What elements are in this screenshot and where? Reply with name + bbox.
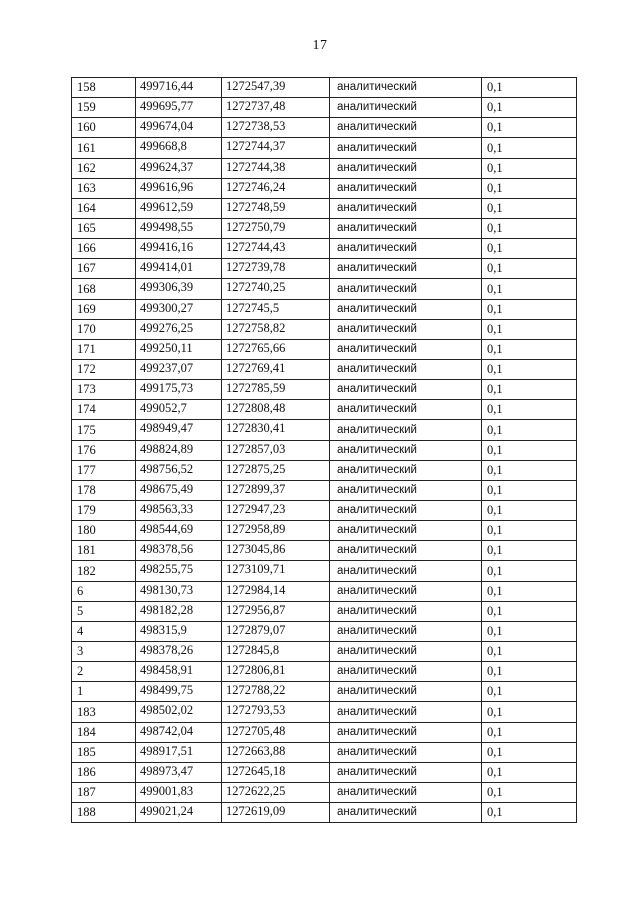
error-cell: 0,1: [482, 420, 577, 440]
table-row: [72, 621, 577, 641]
table-row: [72, 299, 577, 319]
y-coordinate-cell: 1272958,89: [222, 521, 330, 541]
error-cell: 0,1: [482, 218, 577, 238]
y-coordinate-cell: 1272744,37: [222, 138, 330, 158]
point-number-cell: 168: [72, 279, 136, 299]
method-cell: аналитический: [330, 279, 482, 299]
point-number-cell: 160: [72, 118, 136, 138]
point-number-cell: 174: [72, 400, 136, 420]
table-row: [72, 400, 577, 420]
point-number-cell: 158: [72, 78, 136, 98]
method-cell: аналитический: [330, 480, 482, 500]
x-coordinate-cell: 499300,27: [136, 299, 222, 319]
point-number-cell: 175: [72, 420, 136, 440]
error-cell: 0,1: [482, 259, 577, 279]
x-coordinate-cell: 499616,96: [136, 178, 222, 198]
error-cell: 0,1: [482, 521, 577, 541]
method-cell: аналитический: [330, 299, 482, 319]
y-coordinate-cell: 1272879,07: [222, 621, 330, 641]
y-coordinate-cell: 1272744,43: [222, 239, 330, 259]
error-cell: 0,1: [482, 78, 577, 98]
method-cell: аналитический: [330, 722, 482, 742]
table-row: [72, 480, 577, 500]
x-coordinate-cell: 498502,02: [136, 702, 222, 722]
point-number-cell: 164: [72, 198, 136, 218]
y-coordinate-cell: 1272899,37: [222, 480, 330, 500]
point-number-cell: 163: [72, 178, 136, 198]
x-coordinate-cell: 498563,33: [136, 500, 222, 520]
table-row: [72, 138, 577, 158]
method-cell: аналитический: [330, 359, 482, 379]
method-cell: аналитический: [330, 158, 482, 178]
x-coordinate-cell: 498917,51: [136, 742, 222, 762]
error-cell: 0,1: [482, 339, 577, 359]
x-coordinate-cell: 499052,7: [136, 400, 222, 420]
point-number-cell: 179: [72, 500, 136, 520]
error-cell: 0,1: [482, 662, 577, 682]
point-number-cell: 159: [72, 98, 136, 118]
method-cell: аналитический: [330, 782, 482, 802]
error-cell: 0,1: [482, 319, 577, 339]
y-coordinate-cell: 1272745,5: [222, 299, 330, 319]
point-number-cell: 3: [72, 641, 136, 661]
point-number-cell: 4: [72, 621, 136, 641]
error-cell: 0,1: [482, 803, 577, 823]
x-coordinate-cell: 499716,44: [136, 78, 222, 98]
table-row: [72, 98, 577, 118]
point-number-cell: 170: [72, 319, 136, 339]
x-coordinate-cell: 499237,07: [136, 359, 222, 379]
y-coordinate-cell: 1272645,18: [222, 762, 330, 782]
error-cell: 0,1: [482, 742, 577, 762]
method-cell: аналитический: [330, 500, 482, 520]
error-cell: 0,1: [482, 460, 577, 480]
y-coordinate-cell: 1272845,8: [222, 641, 330, 661]
table-row: [72, 460, 577, 480]
y-coordinate-cell: 1273045,86: [222, 541, 330, 561]
x-coordinate-cell: 499306,39: [136, 279, 222, 299]
table-row: [72, 521, 577, 541]
method-cell: аналитический: [330, 400, 482, 420]
table-row: [72, 500, 577, 520]
table-row: [72, 259, 577, 279]
point-number-cell: 188: [72, 803, 136, 823]
x-coordinate-cell: 498182,28: [136, 601, 222, 621]
error-cell: 0,1: [482, 782, 577, 802]
error-cell: 0,1: [482, 118, 577, 138]
x-coordinate-cell: 498675,49: [136, 480, 222, 500]
method-cell: аналитический: [330, 561, 482, 581]
x-coordinate-cell: 499001,83: [136, 782, 222, 802]
x-coordinate-cell: 498544,69: [136, 521, 222, 541]
table-row: [72, 722, 577, 742]
error-cell: 0,1: [482, 581, 577, 601]
y-coordinate-cell: 1272808,48: [222, 400, 330, 420]
y-coordinate-cell: 1272748,59: [222, 198, 330, 218]
table-row: [72, 641, 577, 661]
point-number-cell: 184: [72, 722, 136, 742]
point-number-cell: 186: [72, 762, 136, 782]
y-coordinate-cell: 1272793,53: [222, 702, 330, 722]
method-cell: аналитический: [330, 259, 482, 279]
method-cell: аналитический: [330, 138, 482, 158]
table-row: [72, 803, 577, 823]
y-coordinate-cell: 1272744,38: [222, 158, 330, 178]
y-coordinate-cell: 1272663,88: [222, 742, 330, 762]
method-cell: аналитический: [330, 742, 482, 762]
x-coordinate-cell: 499612,59: [136, 198, 222, 218]
error-cell: 0,1: [482, 98, 577, 118]
point-number-cell: 177: [72, 460, 136, 480]
error-cell: 0,1: [482, 178, 577, 198]
method-cell: аналитический: [330, 541, 482, 561]
x-coordinate-cell: 499668,8: [136, 138, 222, 158]
page-number: 17: [312, 38, 328, 53]
error-cell: 0,1: [482, 480, 577, 500]
method-cell: аналитический: [330, 521, 482, 541]
x-coordinate-cell: 499414,01: [136, 259, 222, 279]
x-coordinate-cell: 499674,04: [136, 118, 222, 138]
table-row: [72, 118, 577, 138]
error-cell: 0,1: [482, 682, 577, 702]
y-coordinate-cell: 1272984,14: [222, 581, 330, 601]
method-cell: аналитический: [330, 118, 482, 138]
table-row: [72, 78, 577, 98]
y-coordinate-cell: 1272830,41: [222, 420, 330, 440]
y-coordinate-cell: 1273109,71: [222, 561, 330, 581]
x-coordinate-cell: 498499,75: [136, 682, 222, 702]
table-row: [72, 682, 577, 702]
point-number-cell: 183: [72, 702, 136, 722]
table-row: [72, 178, 577, 198]
point-number-cell: 178: [72, 480, 136, 500]
x-coordinate-cell: 498378,26: [136, 641, 222, 661]
y-coordinate-cell: 1272947,23: [222, 500, 330, 520]
point-number-cell: 172: [72, 359, 136, 379]
table-row: [72, 541, 577, 561]
y-coordinate-cell: 1272622,25: [222, 782, 330, 802]
x-coordinate-cell: 498973,47: [136, 762, 222, 782]
point-number-cell: 5: [72, 601, 136, 621]
x-coordinate-cell: 498458,91: [136, 662, 222, 682]
y-coordinate-cell: 1272738,53: [222, 118, 330, 138]
error-cell: 0,1: [482, 279, 577, 299]
table-row: [72, 420, 577, 440]
point-number-cell: 162: [72, 158, 136, 178]
point-number-cell: 169: [72, 299, 136, 319]
x-coordinate-cell: 498315,9: [136, 621, 222, 641]
table-row: [72, 279, 577, 299]
point-number-cell: 181: [72, 541, 136, 561]
error-cell: 0,1: [482, 138, 577, 158]
method-cell: аналитический: [330, 601, 482, 621]
y-coordinate-cell: 1272740,25: [222, 279, 330, 299]
x-coordinate-cell: 498949,47: [136, 420, 222, 440]
x-coordinate-cell: 498824,89: [136, 440, 222, 460]
y-coordinate-cell: 1272875,25: [222, 460, 330, 480]
y-coordinate-cell: 1272746,24: [222, 178, 330, 198]
error-cell: 0,1: [482, 440, 577, 460]
error-cell: 0,1: [482, 762, 577, 782]
y-coordinate-cell: 1272739,78: [222, 259, 330, 279]
table-row: [72, 782, 577, 802]
point-number-cell: 180: [72, 521, 136, 541]
x-coordinate-cell: 499175,73: [136, 380, 222, 400]
error-cell: 0,1: [482, 601, 577, 621]
point-number-cell: 161: [72, 138, 136, 158]
coordinates-table-body: [72, 78, 577, 823]
x-coordinate-cell: 498378,56: [136, 541, 222, 561]
error-cell: 0,1: [482, 198, 577, 218]
y-coordinate-cell: 1272737,48: [222, 98, 330, 118]
point-number-cell: 185: [72, 742, 136, 762]
error-cell: 0,1: [482, 158, 577, 178]
method-cell: аналитический: [330, 803, 482, 823]
point-number-cell: 2: [72, 662, 136, 682]
x-coordinate-cell: 498756,52: [136, 460, 222, 480]
error-cell: 0,1: [482, 239, 577, 259]
y-coordinate-cell: 1272765,66: [222, 339, 330, 359]
x-coordinate-cell: 499021,24: [136, 803, 222, 823]
table-row: [72, 319, 577, 339]
point-number-cell: 171: [72, 339, 136, 359]
table-row: [72, 762, 577, 782]
y-coordinate-cell: 1272788,22: [222, 682, 330, 702]
table-row: [72, 359, 577, 379]
table-row: [72, 198, 577, 218]
table-row: [72, 561, 577, 581]
x-coordinate-cell: 498255,75: [136, 561, 222, 581]
method-cell: аналитический: [330, 319, 482, 339]
y-coordinate-cell: 1272619,09: [222, 803, 330, 823]
y-coordinate-cell: 1272956,87: [222, 601, 330, 621]
method-cell: аналитический: [330, 662, 482, 682]
error-cell: 0,1: [482, 400, 577, 420]
table-row: [72, 601, 577, 621]
error-cell: 0,1: [482, 500, 577, 520]
coordinates-table: [71, 77, 577, 823]
method-cell: аналитический: [330, 762, 482, 782]
table-row: [72, 239, 577, 259]
point-number-cell: 176: [72, 440, 136, 460]
method-cell: аналитический: [330, 420, 482, 440]
table-row: [72, 440, 577, 460]
y-coordinate-cell: 1272547,39: [222, 78, 330, 98]
x-coordinate-cell: 499276,25: [136, 319, 222, 339]
error-cell: 0,1: [482, 621, 577, 641]
point-number-cell: 166: [72, 239, 136, 259]
method-cell: аналитический: [330, 218, 482, 238]
y-coordinate-cell: 1272806,81: [222, 662, 330, 682]
table-row: [72, 662, 577, 682]
method-cell: аналитический: [330, 98, 482, 118]
table-row: [72, 380, 577, 400]
y-coordinate-cell: 1272769,41: [222, 359, 330, 379]
table-row: [72, 218, 577, 238]
y-coordinate-cell: 1272785,59: [222, 380, 330, 400]
method-cell: аналитический: [330, 460, 482, 480]
method-cell: аналитический: [330, 198, 482, 218]
point-number-cell: 187: [72, 782, 136, 802]
table-row: [72, 581, 577, 601]
table-row: [72, 742, 577, 762]
method-cell: аналитический: [330, 78, 482, 98]
error-cell: 0,1: [482, 380, 577, 400]
error-cell: 0,1: [482, 541, 577, 561]
y-coordinate-cell: 1272750,79: [222, 218, 330, 238]
point-number-cell: 173: [72, 380, 136, 400]
x-coordinate-cell: 499416,16: [136, 239, 222, 259]
method-cell: аналитический: [330, 581, 482, 601]
method-cell: аналитический: [330, 702, 482, 722]
error-cell: 0,1: [482, 561, 577, 581]
method-cell: аналитический: [330, 440, 482, 460]
method-cell: аналитический: [330, 682, 482, 702]
error-cell: 0,1: [482, 359, 577, 379]
method-cell: аналитический: [330, 178, 482, 198]
error-cell: 0,1: [482, 702, 577, 722]
method-cell: аналитический: [330, 380, 482, 400]
method-cell: аналитический: [330, 621, 482, 641]
error-cell: 0,1: [482, 722, 577, 742]
point-number-cell: 6: [72, 581, 136, 601]
y-coordinate-cell: 1272857,03: [222, 440, 330, 460]
point-number-cell: 182: [72, 561, 136, 581]
x-coordinate-cell: 499624,37: [136, 158, 222, 178]
point-number-cell: 167: [72, 259, 136, 279]
y-coordinate-cell: 1272705,48: [222, 722, 330, 742]
point-number-cell: 1: [72, 682, 136, 702]
error-cell: 0,1: [482, 641, 577, 661]
error-cell: 0,1: [482, 299, 577, 319]
x-coordinate-cell: 499695,77: [136, 98, 222, 118]
x-coordinate-cell: 499498,55: [136, 218, 222, 238]
x-coordinate-cell: 498742,04: [136, 722, 222, 742]
x-coordinate-cell: 499250,11: [136, 339, 222, 359]
x-coordinate-cell: 498130,73: [136, 581, 222, 601]
y-coordinate-cell: 1272758,82: [222, 319, 330, 339]
table-row: [72, 702, 577, 722]
table-row: [72, 339, 577, 359]
method-cell: аналитический: [330, 641, 482, 661]
point-number-cell: 165: [72, 218, 136, 238]
method-cell: аналитический: [330, 339, 482, 359]
table-row: [72, 158, 577, 178]
method-cell: аналитический: [330, 239, 482, 259]
